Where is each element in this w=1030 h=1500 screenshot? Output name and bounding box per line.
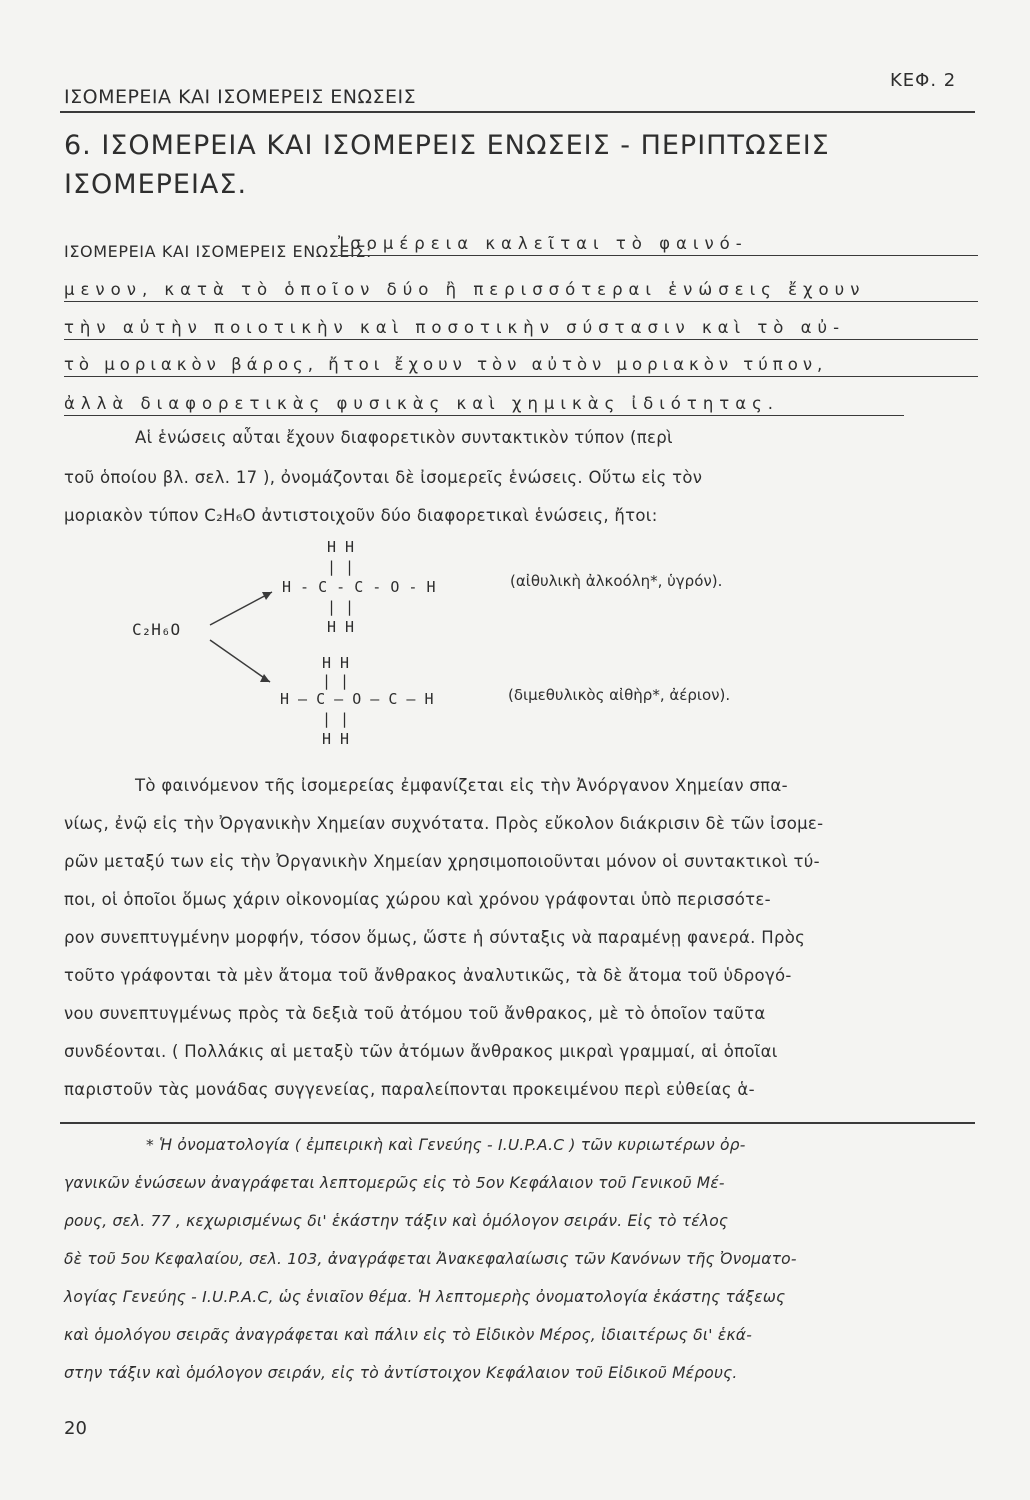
ethanol-top-h: H H: [327, 538, 355, 556]
header-rule: [60, 111, 975, 113]
footnote-line-4: δὲ τοῦ 5ου Κεφαλαίου, σελ. 103, ἀναγράφεται Ἀνακεφαλαίωσις τῶν Κανόνων τῆς Ὀνοματο-: [64, 1250, 797, 1268]
paragraph1-line-2: τοῦ ὁποίου βλ. σελ. 17 ), ὀνομάζονται δὲ ἰσομερεῖς ἑνώσεις. Οὕτω εἰς τὸν: [64, 468, 703, 487]
ethanol-main-chain: H - C - C - O - H: [282, 578, 436, 596]
ethanol-bottom-h: H H: [327, 618, 355, 636]
footnote-line-7: στην τάξιν καὶ ὁμόλογον σειράν, εἰς τὸ ἀντίστοιχον Κεφάλαιον τοῦ Εἰδικοῦ Μέρους.: [64, 1364, 738, 1382]
paragraph2-line-6: τοῦτο γράφονται τὰ μὲν ἄτομα τοῦ ἄνθρακος ἀναλυτικῶς, τὰ δὲ ἄτομα τοῦ ὑδρογό-: [64, 966, 792, 985]
paragraph2-line-7: νου συνεπτυγμένως πρὸς τὰ δεξιὰ τοῦ ἀτόμου τοῦ ἄνθρακος, μὲ τὸ ὁποῖον ταῦτα: [64, 1004, 766, 1023]
ether-bottom-bonds: | |: [322, 710, 350, 728]
paragraph2-line-1: Τὸ φαινόμενον τῆς ἰσομερείας ἐμφανίζεται εἰς τὴν Ἀνόργανον Χημείαν σπα-: [135, 776, 788, 795]
paragraph2-line-3: ρῶν μεταξύ των εἰς τὴν Ὀργανικὴν Χημείαν χρησιμοποιοῦνται μόνον οἱ συντακτικοὶ τύ-: [64, 852, 820, 871]
arrow-to-ether: [210, 640, 270, 682]
molecular-formula: C₂H₆O: [132, 620, 181, 639]
paragraph1-line-3: μοριακὸν τύπον C₂H₆O ἀντιστοιχοῦν δύο διαφορετικαὶ ἑνώσεις, ἤτοι:: [64, 506, 658, 525]
ether-bottom-h: H H: [322, 730, 350, 748]
paragraph1-line-1: Αἱ ἑνώσεις αὗται ἔχουν διαφορετικὸν συντακτικὸν τύπον (περὶ: [135, 428, 673, 447]
definition-line-5: ἀλλὰ διαφορετικὰς φυσικὰς καὶ χημικὰς ἰδιότητας.: [64, 394, 904, 416]
chapter-label: ΚΕΦ. 2: [890, 70, 957, 91]
definition-line-1: Ἰσομέρεια καλεῖται τὸ φαινό-: [338, 234, 978, 256]
arrow-to-ethanol: [210, 592, 272, 625]
paragraph2-line-8: συνδέονται. ( Πολλάκις αἱ μεταξὺ τῶν ἀτόμων ἄνθρακος μικραὶ γραμμαί, αἱ ὁποῖαι: [64, 1042, 778, 1061]
ether-label: (διμεθυλικὸς αἰθὴρ*, ἀέριον).: [508, 686, 731, 704]
definition-line-2: μενον, κατὰ τὸ ὁποῖον δύο ἢ περισσότεραι ἑνώσεις ἔχουν: [64, 280, 978, 302]
ether-main-chain: H — C — O — C — H: [280, 690, 434, 708]
page-number: 20: [64, 1418, 87, 1439]
definition-line-3: τὴν αὐτὴν ποιοτικὴν καὶ ποσοτικὴν σύστασιν καὶ τὸ αὐ-: [64, 318, 978, 340]
ether-top-h: H H: [322, 654, 350, 672]
footnote-line-1: * Ἡ ὀνοματολογία ( ἐμπειρικὴ καὶ Γενεύης - I.U.P.A.C ) τῶν κυριωτέρων ὀρ-: [146, 1136, 746, 1154]
section-title: 6. ΙΣΟΜΕΡΕΙΑ ΚΑΙ ΙΣΟΜΕΡΕΙΣ ΕΝΩΣΕΙΣ - ΠΕΡΙΠΤΩΣΕΙΣ ΙΣΟΜΕΡΕΙΑΣ.: [64, 130, 830, 200]
paragraph2-line-5: ρον συνεπτυγμένην μορφήν, τόσον ὅμως, ὥστε ἡ σύνταξις νὰ παραμένῃ φανερά. Πρὸς: [64, 928, 806, 947]
paragraph2-line-2: νίως, ἐνῷ εἰς τὴν Ὀργανικὴν Χημείαν συχνότατα. Πρὸς εὔκολον διάκρισιν δὲ τῶν ἰσομε-: [64, 814, 824, 833]
footnote-rule: [60, 1122, 975, 1124]
paragraph2-line-9: παριστοῦν τὰς μονάδας συγγενείας, παραλείπονται προκειμένου περὶ εὐθείας ἁ-: [64, 1080, 755, 1099]
paragraph2-line-4: ποι, οἱ ὁποῖοι ὅμως χάριν οἰκονομίας χώρου καὶ χρόνου γράφονται ὑπὸ περισσότε-: [64, 890, 771, 909]
running-header: ΙΣΟΜΕΡΕΙΑ ΚΑΙ ΙΣΟΜΕΡΕΙΣ ΕΝΩΣΕΙΣ: [64, 86, 417, 108]
definition-line-4: τὸ μοριακὸν βάρος, ἤτοι ἔχουν τὸν αὐτὸν μοριακὸν τύπον,: [64, 355, 978, 377]
footnote-line-6: καὶ ὁμολόγου σειρᾶς ἀναγράφεται καὶ πάλιν εἰς τὸ Εἰδικὸν Μέρος, ἰδιαιτέρως δι' ἑκά-: [64, 1326, 753, 1344]
footnote-line-3: ρους, σελ. 77 , κεχωρισμένως δι' ἑκάστην τάξιν καὶ ὁμόλογον σειράν. Εἰς τὸ τέλος: [64, 1212, 729, 1230]
ethanol-bottom-bonds: | |: [327, 598, 355, 616]
ethanol-label: (αἰθυλικὴ ἀλκοόλη*, ὑγρόν).: [510, 572, 723, 590]
ethanol-top-bonds: | |: [327, 558, 355, 576]
definition-term: ΙΣΟΜΕΡΕΙΑ ΚΑΙ ΙΣΟΜΕΡΕΙΣ ΕΝΩΣΕΙΣ:: [64, 242, 373, 261]
footnote-line-2: γανικῶν ἑνώσεων ἀναγράφεται λεπτομερῶς εἰς τὸ 5ον Κεφάλαιον τοῦ Γενικοῦ Μέ-: [64, 1174, 725, 1192]
ether-top-bonds: | |: [322, 672, 350, 690]
footnote-line-5: λογίας Γενεύης - I.U.P.A.C, ὡς ἑνιαῖον θέμα. Ἡ λεπτομερὴς ὀνοματολογία ἑκάστης τάξεως: [64, 1288, 786, 1306]
arrows: [200, 580, 280, 690]
